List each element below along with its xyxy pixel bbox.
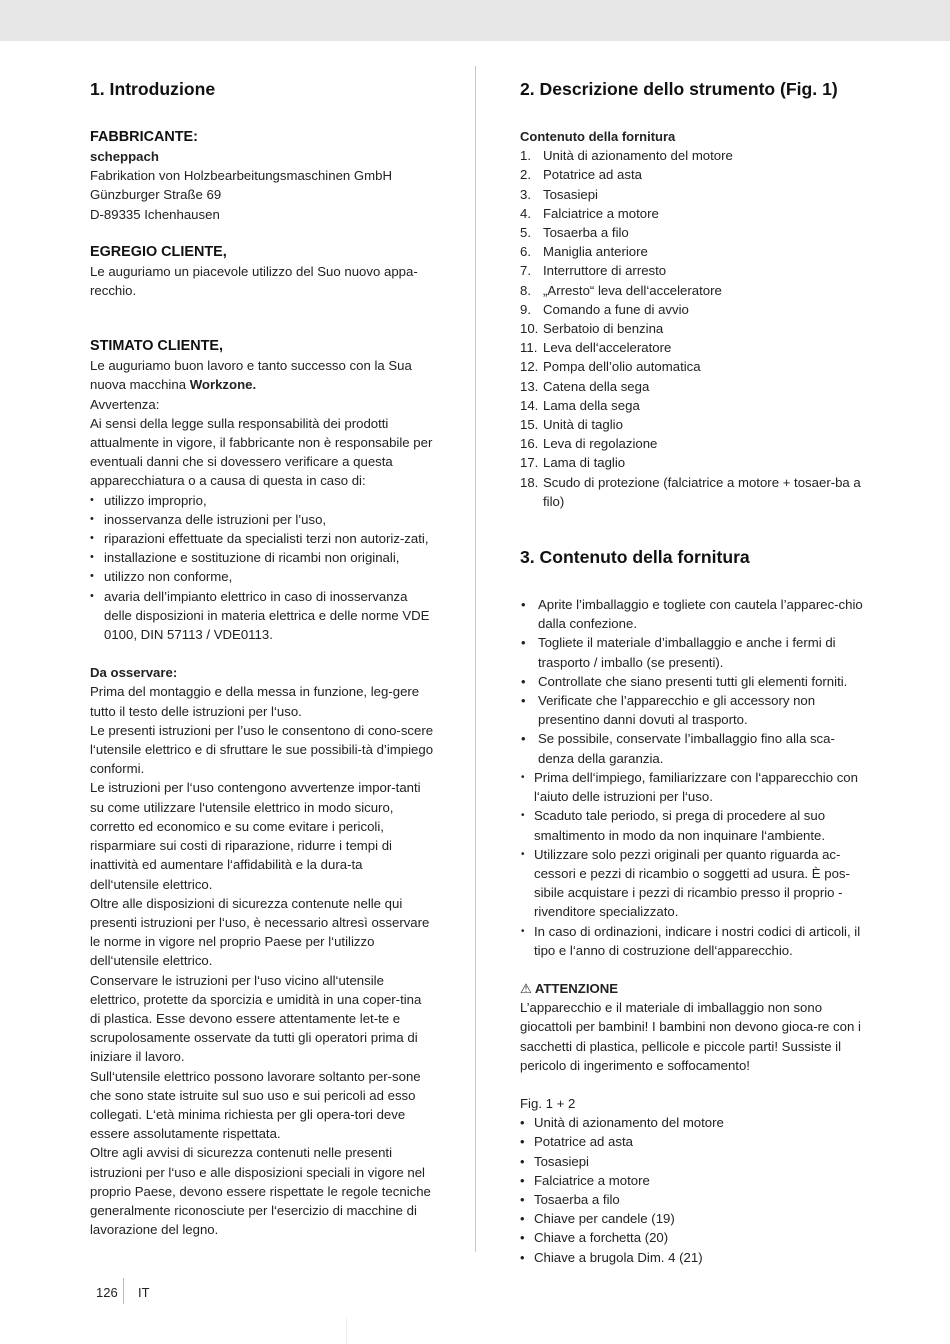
list-item: • Verificate che l’apparecchio e gli accessory non presentino danni dovuti al trasporto.: [520, 691, 865, 729]
observe-paragraph: Oltre agli avvisi di sicurezza contenuti nelle presenti istruzioni per l‘uso e alle disposizioni speciali in vigore nel proprio Paese, devono essere rispettate le regole tecniche generalmente riconosciute per l‘esercizio di macchine di lavorazione del legno.: [90, 1145, 431, 1238]
page-number: 126: [96, 1285, 118, 1300]
list-item: 11. Leva dell‘acceleratore: [520, 340, 672, 356]
left-column: [90, 70, 435, 1239]
list-item: • In caso di ordinazioni, indicare i nostri codici di articoli, il tipo e l‘anno di costruzione dell‘apparecchio.: [520, 922, 865, 960]
list-item: • avaria dell’impianto elettrico in caso di inosservanza delle disposizioni in materia elettrica e delle norme VDE 0100, DIN 57113 / VDE0113.: [90, 587, 435, 645]
list-item: 7. Interruttore di arresto: [520, 263, 667, 279]
fig-items-list: [520, 1113, 865, 1267]
list-item: • inosservanza delle istruzioni per l’uso,: [90, 510, 435, 529]
list-item: 17. Lama di taglio: [520, 455, 626, 471]
note-label: Avvertenza:: [90, 396, 160, 412]
fold-mark: [346, 1318, 347, 1344]
list-item: 4. Falciatrice a motore: [520, 205, 659, 221]
list-item: • installazione e sostituzione di ricambi non originali,: [90, 548, 435, 567]
liability-list: [90, 491, 435, 645]
esteemed-customer-text: Le auguriamo buon lavoro e tanto successo con la Sua nuova macchina Workzone.: [90, 358, 412, 393]
observe-paragraph: Conservare le istruzioni per l‘uso vicino all‘utensile elettrico, protette da sporcizia e umidità in una coper-tina di plastica. Esse devono essere attentamente let-te e scrupolosamente osservate da tutti gli operatori prima di iniziare il lavoro.: [90, 972, 422, 1065]
manufacturer-line: Fabrikation von Holzbearbeitungsmaschinen GmbH: [90, 168, 392, 184]
list-item: 1. Unità di azionamento del motore: [520, 148, 733, 164]
observe-paragraph: Le istruzioni per l‘uso contengono avvertenze impor-tanti su come utilizzare l‘utensile elettrico in modo sicuro, corretto ed economico e su come evitare i pericoli, risparmiare sui costi di riparazione, ridurre i tempi di inattività ed aumentare l‘affidabilità e la dura-ta dell‘utensile elettrico.: [90, 780, 421, 892]
right-column: [520, 70, 865, 1267]
list-item: 18. Scudo di protezione (falciatrice a motore + tosaer-ba a filo): [520, 474, 861, 509]
list-item: 13. Catena della sega: [520, 378, 650, 394]
observe-paragraph: Le presenti istruzioni per l’uso le consentono di cono-scere l‘utensile elettrico e di sfruttare le sue possibili-tà d’impiego conformi.: [90, 722, 434, 777]
manufacturer-line: D-89335 Ichenhausen: [90, 206, 220, 222]
observe-heading: Da osservare:: [90, 665, 178, 681]
list-item: • Togliete il materiale d’imballaggio e anche i fermi di trasporto / imballo (se presenti).: [520, 633, 865, 671]
manufacturer-line: Günzburger Straße 69: [90, 187, 222, 203]
list-item: • Controllate che siano presenti tutti gli elementi forniti.: [520, 672, 865, 691]
list-item: 10. Serbatoio di benzina: [520, 321, 664, 337]
list-item: 5. Tosaerba a filo: [520, 225, 629, 241]
note-text: Ai sensi della legge sulla responsabilità dei prodotti attualmente in vigore, il fabbricante non è responsabile per eventuali danni che si dovessero verificare a questa apparecchiatura o a causa di questa in caso di:: [90, 415, 433, 489]
list-item: • Unità di azionamento del motore: [520, 1113, 865, 1132]
list-item: • riparazioni effettuate da specialisti terzi non autoriz-zati,: [90, 529, 435, 548]
list-item: 3. Tosasiepi: [520, 186, 598, 202]
dear-customer-heading: EGREGIO CLIENTE,: [90, 243, 227, 260]
warning-heading: ⚠ ATTENZIONE: [520, 979, 865, 998]
list-item: • Tosaerba a filo: [520, 1190, 865, 1209]
observe-paragraph: Oltre alle disposizioni di sicurezza contenute nelle qui presenti istruzioni per l‘uso, è necessario altresì osservare le norme in vigore nel proprio Paese per l‘utilizzo dell‘utensile elettrico.: [90, 895, 430, 969]
observe-paragraph: Prima del montaggio e della messa in funzione, leg-gere tutto il testo delle istruzioni per l‘uso.: [90, 684, 420, 719]
observe-paragraph: Sull‘utensile elettrico possono lavorare soltanto per-sone che sono state istruite sul suo uso e sui pericoli ad esso collegati. L‘età minima richiesta per gli opera-tori deve essere assolutamente rispettata.: [90, 1068, 421, 1142]
list-item: • Chiave per candele (19): [520, 1209, 865, 1228]
list-item: 14. Lama della sega: [520, 397, 640, 413]
manufacturer-heading: FABBRICANTE:: [90, 129, 198, 145]
list-item: • utilizzo improprio,: [90, 491, 435, 510]
list-item: • Chiave a brugola Dim. 4 (21): [520, 1248, 865, 1267]
list-item: • Scaduto tale periodo, si prega di procedere al suo smaltimento in modo da non inquinare l‘ambiente.: [520, 806, 865, 844]
section-2-title: 2. Descrizione dello strumento (Fig. 1): [520, 79, 838, 99]
workzone-brand: Workzone.: [189, 377, 257, 393]
list-item: • Prima dell‘impiego, familiarizzare con l‘apparecchio con l‘aiuto delle istruzioni per l‘uso.: [520, 768, 865, 806]
list-item: 12. Pompa dell’olio automatica: [520, 359, 701, 375]
top-band: [0, 0, 950, 41]
section-3-title: 3. Contenuto della fornitura: [520, 547, 750, 568]
list-item: • Tosasiepi: [520, 1152, 865, 1171]
supply-heading: Contenuto della fornitura: [520, 129, 676, 144]
list-item: 16. Leva di regolazione: [520, 436, 658, 452]
section-1-title: 1. Introduzione: [90, 79, 216, 99]
dear-customer-text: Le auguriamo un piacevole utilizzo del Suo nuovo appa-recchio.: [90, 263, 418, 299]
warning-text: L’apparecchio e il materiale di imballaggio non sono giocattoli per bambini! I bambini non devono gioca-re con i sacchetti di plastica, pellicole e piccole parti! Sussiste il pericolo di ingerimento e soffocamento!: [520, 1000, 861, 1073]
list-item: • Chiave a forchetta (20): [520, 1228, 865, 1247]
parts-list: [520, 146, 865, 511]
list-item: 9. Comando a fune di avvio: [520, 301, 689, 317]
column-divider: [475, 66, 476, 1252]
list-item: • Potatrice ad asta: [520, 1132, 865, 1151]
list-item: • Utilizzare solo pezzi originali per quanto riguarda ac-cessori e pezzi di ricambio o soggetti ad usura. È pos-sibile acquistare i pezzi di ricambio presso il proprio - rivenditore specializzato.: [520, 845, 865, 922]
list-item: 8. „Arresto“ leva dell‘acceleratore: [520, 282, 722, 298]
esteemed-customer-heading: STIMATO CLIENTE,: [90, 338, 223, 355]
fig-label: Fig. 1 + 2: [520, 1095, 576, 1111]
manufacturer-brand: scheppach: [90, 149, 159, 164]
supply-bullets: [520, 595, 865, 960]
footer-divider: [123, 1278, 124, 1304]
list-item: 2. Potatrice ad asta: [520, 167, 642, 183]
list-item: • utilizzo non conforme,: [90, 567, 435, 586]
list-item: • Falciatrice a motore: [520, 1171, 865, 1190]
list-item: • Se possibile, conservate l’imballaggio fino alla sca-denza della garanzia.: [520, 729, 865, 767]
list-item: 6. Maniglia anteriore: [520, 244, 648, 260]
warning-triangle-icon: ⚠: [520, 980, 532, 996]
list-item: 15. Unità di taglio: [520, 417, 623, 433]
language-code: IT: [138, 1285, 150, 1300]
list-item: • Aprite l’imballaggio e togliete con cautela l’apparec-chio dalla confezione.: [520, 595, 865, 633]
